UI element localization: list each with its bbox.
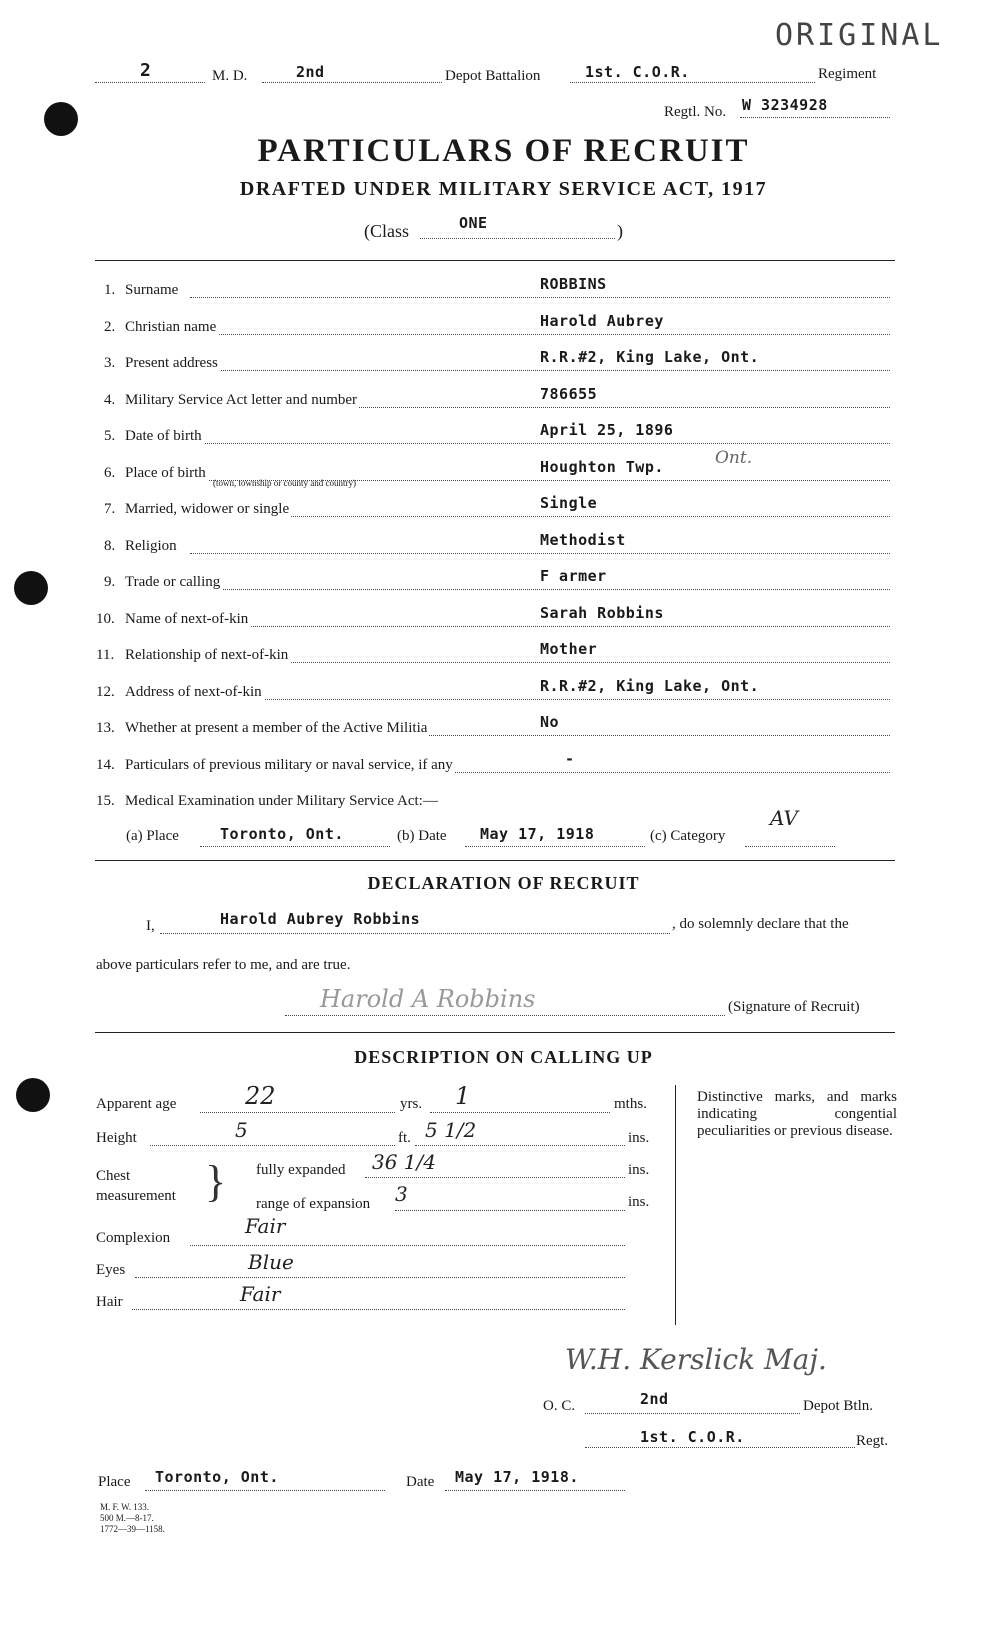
- medical-place-value: Toronto, Ont.: [220, 825, 344, 843]
- oc-label: O. C.: [543, 1398, 576, 1414]
- field-label: Present address: [125, 355, 218, 371]
- regiment-label: Regiment: [818, 66, 877, 82]
- range-label: range of expansion: [256, 1196, 371, 1212]
- medical-category-value: AV: [770, 806, 798, 830]
- regiment-value: 1st. C.O.R.: [585, 63, 690, 81]
- field-number: 15.: [96, 793, 115, 809]
- oc-depot-value: 2nd: [640, 1390, 669, 1408]
- field-value: No: [540, 713, 560, 731]
- punch-hole: [14, 571, 48, 605]
- field-label: Trade or calling: [125, 574, 221, 590]
- signature-label: (Signature of Recruit): [728, 999, 860, 1015]
- field-label: Religion: [125, 538, 177, 554]
- field-label: Christian name: [125, 319, 217, 335]
- field-number: 10.: [96, 611, 115, 627]
- age-years: 22: [245, 1082, 276, 1110]
- page-subtitle: DRAFTED UNDER MILITARY SERVICE ACT, 1917: [239, 178, 768, 200]
- page-title: PARTICULARS OF RECRUIT: [257, 133, 750, 169]
- place-of-birth-annotation: Ont.: [715, 448, 753, 468]
- regtl-no-value: W 3234928: [742, 96, 828, 114]
- footer-date-label: Date: [406, 1474, 435, 1490]
- field-number: 5.: [104, 428, 116, 444]
- field-number: 6.: [104, 465, 116, 481]
- field-label: Place of birth: [125, 465, 206, 481]
- height-label: Height: [96, 1130, 137, 1146]
- declaration-i: I,: [146, 918, 155, 934]
- form-number-2: 500 M.—8-17.: [100, 1513, 154, 1523]
- field-number: 12.: [96, 684, 115, 700]
- ft-label: ft.: [398, 1130, 411, 1146]
- description-heading: DESCRIPTION ON CALLING UP: [354, 1047, 653, 1067]
- age-months: 1: [455, 1082, 471, 1110]
- field-number: 9.: [104, 574, 116, 590]
- field-number: 8.: [104, 538, 116, 554]
- height-inches: 5 1/2: [425, 1118, 477, 1142]
- recruit-signature: Harold A Robbins: [320, 985, 536, 1013]
- oc-regt-value: 1st. C.O.R.: [640, 1428, 745, 1446]
- declaration-name: Harold Aubrey Robbins: [220, 910, 421, 928]
- ins-label-fully: ins.: [628, 1162, 650, 1178]
- chest-label-2: measurement: [96, 1188, 176, 1204]
- field-number: 3.: [104, 355, 116, 371]
- field-value: ROBBINS: [540, 275, 607, 293]
- field-value: F armer: [540, 567, 607, 585]
- field-label: Military Service Act letter and number: [125, 392, 358, 408]
- field-number: 1.: [104, 282, 116, 298]
- oc-regt-label: Regt.: [856, 1433, 889, 1449]
- complexion-value: Fair: [245, 1214, 286, 1238]
- field-number: 14.: [96, 757, 115, 773]
- oc-signature: W.H. Kerslick Maj.: [565, 1343, 827, 1376]
- age-label: Apparent age: [96, 1096, 177, 1112]
- field-label: Married, widower or single: [125, 501, 290, 517]
- depot-battalion-value: 2nd: [296, 63, 325, 81]
- distinctive-marks-text: Distinctive marks, and marks indicating congential peculiarities or previous disease.: [697, 1089, 897, 1139]
- field-number: 4.: [104, 392, 116, 408]
- field-label: Date of birth: [125, 428, 202, 444]
- field-value: R.R.#2, King Lake, Ont.: [540, 348, 760, 366]
- field-value: Harold Aubrey: [540, 312, 664, 330]
- field-value: April 25, 1896: [540, 421, 674, 439]
- marks-divider: [675, 1085, 676, 1325]
- footer-place-value: Toronto, Ont.: [155, 1468, 279, 1486]
- original-stamp: ORIGINAL: [775, 18, 944, 53]
- field-value: Mother: [540, 640, 598, 658]
- class-value: ONE: [459, 214, 488, 232]
- declaration-line2: above particulars refer to me, and are true.: [96, 957, 351, 973]
- class-close: ): [617, 221, 623, 241]
- field-label: Surname: [125, 282, 179, 298]
- field-value: Single: [540, 494, 598, 512]
- footer-place-label: Place: [98, 1474, 131, 1490]
- range-value: 3: [395, 1182, 408, 1206]
- field-value: Houghton Twp.: [540, 458, 664, 476]
- field-label: Address of next-of-kin: [125, 684, 262, 700]
- fully-expanded-label: fully expanded: [256, 1162, 346, 1178]
- field-label: Name of next-of-kin: [125, 611, 249, 627]
- declaration-text: , do solemnly declare that the: [672, 916, 849, 932]
- field-number: 7.: [104, 501, 116, 517]
- ins-label-range: ins.: [628, 1194, 650, 1210]
- depot-battalion-label: Depot Battalion: [445, 68, 541, 84]
- field-number: 13.: [96, 720, 115, 736]
- hair-value: Fair: [240, 1282, 281, 1306]
- yrs-label: yrs.: [400, 1096, 423, 1112]
- punch-hole: [16, 1078, 50, 1112]
- field-number: 11.: [96, 647, 115, 663]
- place-of-birth-note: (town, township or county and country): [213, 478, 356, 488]
- chest-label-1: Chest: [96, 1168, 131, 1184]
- footer-date-value: May 17, 1918.: [455, 1468, 579, 1486]
- field-value: R.R.#2, King Lake, Ont.: [540, 677, 760, 695]
- field-value: -: [565, 750, 575, 768]
- height-feet: 5: [235, 1118, 248, 1142]
- hair-label: Hair: [96, 1294, 123, 1310]
- class-label: (Class: [364, 221, 409, 241]
- field-value: Sarah Robbins: [540, 604, 664, 622]
- form-number-1: M. F. W. 133.: [100, 1502, 150, 1512]
- medical-date-value: May 17, 1918: [480, 825, 595, 843]
- md-value: 2: [140, 60, 152, 81]
- medical-date-label: (b) Date: [397, 828, 447, 844]
- medical-place-label: (a) Place: [126, 828, 179, 844]
- md-label: M. D.: [212, 68, 248, 84]
- field-label: Medical Examination under Military Service Act:—: [125, 793, 438, 809]
- punch-hole: [44, 102, 78, 136]
- field-value: Methodist: [540, 531, 626, 549]
- eyes-label: Eyes: [96, 1262, 126, 1278]
- fully-expanded-value: 36 1/4: [372, 1150, 436, 1174]
- field-label: Relationship of next-of-kin: [125, 647, 289, 663]
- field-label: Particulars of previous military or naval service, if any: [125, 757, 453, 773]
- field-number: 2.: [104, 319, 116, 335]
- mths-label: mths.: [614, 1096, 647, 1112]
- form-number-3: 1772—39—1158.: [100, 1524, 165, 1534]
- field-label: Whether at present a member of the Active Militia: [125, 720, 428, 736]
- medical-category-label: (c) Category: [650, 828, 726, 844]
- chest-brace: }: [205, 1157, 227, 1206]
- field-value: 786655: [540, 385, 598, 403]
- eyes-value: Blue: [248, 1250, 294, 1274]
- regtl-no-label: Regtl. No.: [664, 104, 727, 120]
- oc-depot-label: Depot Btln.: [803, 1398, 873, 1414]
- complexion-label: Complexion: [96, 1230, 171, 1246]
- declaration-heading: DECLARATION OF RECRUIT: [367, 873, 640, 893]
- ins-label-height: ins.: [628, 1130, 650, 1146]
